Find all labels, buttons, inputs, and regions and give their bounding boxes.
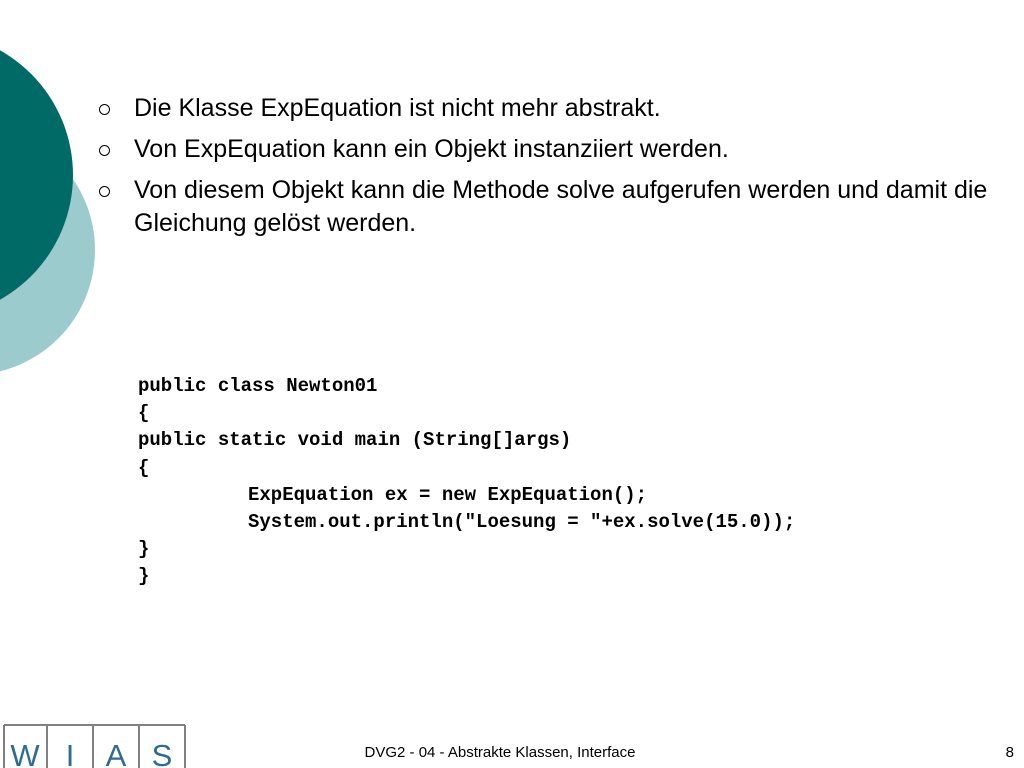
logo-letter: I [65, 738, 75, 768]
hollow-circle-bullet-icon [99, 186, 110, 197]
code-line: public static void main (String[]args) [138, 429, 572, 452]
hollow-circle-bullet-icon [99, 104, 110, 115]
logo-letter: A [105, 738, 127, 768]
bullet-text: Von ExpEquation kann ein Objekt instanziiert werden. [134, 135, 729, 163]
bullet-text: Die Klasse ExpEquation ist nicht mehr abstrakt. [134, 94, 661, 122]
bullet-item [96, 133, 996, 166]
footer-title: DVG2 - 04 - Abstrakte Klassen, Interface [364, 744, 636, 761]
decorative-circles [0, 0, 110, 420]
wias-logo [0, 718, 188, 768]
bullet-list [96, 92, 996, 248]
code-line: { [138, 456, 150, 479]
page-number: 8 [1005, 744, 1014, 761]
code-line: System.out.println("Loesung = "+ex.solve(15.0)); [248, 511, 796, 534]
bullet-text: Von diesem Objekt kann die Methode solve aufgerufen werden und damit die Gleichung gelöst werden. [134, 176, 988, 237]
logo-letter: S [151, 738, 173, 768]
logo-letter: W [10, 738, 40, 768]
hollow-circle-bullet-icon [99, 145, 110, 156]
code-line: ExpEquation ex = new ExpEquation(); [248, 483, 648, 506]
code-line: } [138, 538, 150, 561]
code-block [138, 373, 795, 591]
code-line: public class Newton01 [138, 375, 378, 397]
code-line: } [138, 565, 150, 588]
code-line: { [138, 402, 150, 425]
bullet-item [96, 174, 996, 240]
bullet-item [96, 92, 996, 125]
